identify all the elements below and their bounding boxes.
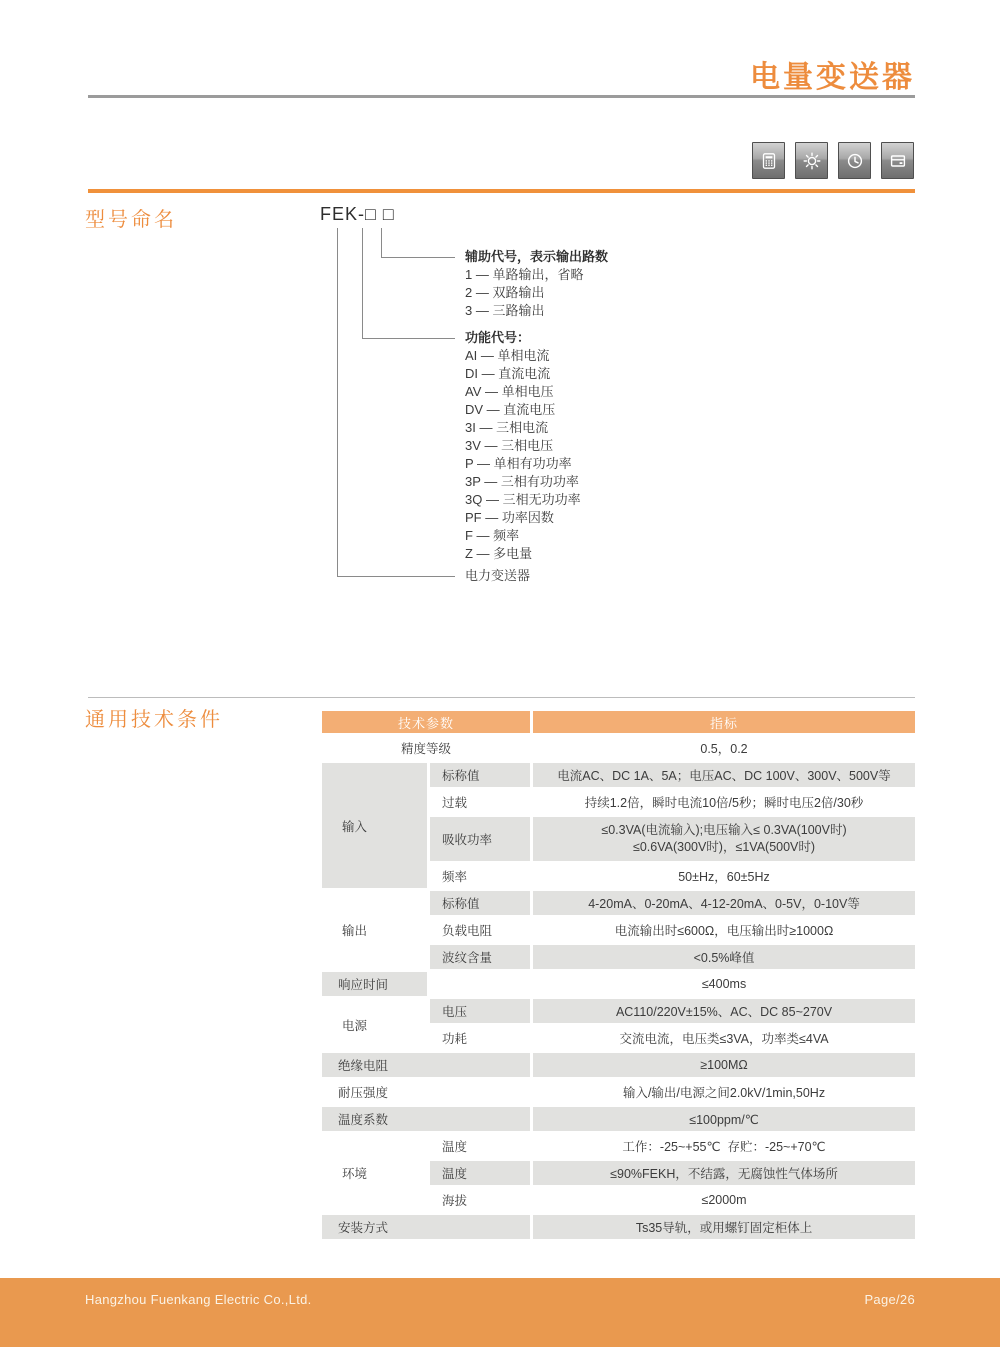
model-code: FEK-□ □ [320, 204, 395, 224]
func-code-item: DV — 直流电压 [465, 402, 556, 417]
row-label: 海拔 [430, 1188, 530, 1212]
row-label: 绝缘电阻 [322, 1053, 530, 1077]
section-divider [88, 189, 915, 193]
group-label-input: 输入 [322, 763, 427, 888]
row-value: 电流AC、DC 1A、5A；电压AC、DC 100V、300V、500V等 [533, 763, 915, 787]
table-row [322, 1053, 915, 1077]
table-row [322, 1107, 915, 1131]
tree-line-horizontal-aux [381, 257, 455, 258]
table-row [322, 1080, 915, 1104]
row-label: 功耗 [430, 1026, 530, 1050]
func-code-item: AI — 单相电流 [465, 348, 550, 363]
row-label: 波纹含量 [430, 945, 530, 969]
row-label: 吸收功率 [430, 817, 530, 861]
tree-line-horizontal-func [362, 338, 455, 339]
row-label: 温度 [430, 1134, 530, 1158]
row-label: 温度系数 [322, 1107, 530, 1131]
model-code-legend [465, 248, 608, 585]
row-label: 过载 [430, 790, 530, 814]
aux-code-item: 1 — 单路输出，省略 [465, 267, 584, 282]
row-value: <0.5%峰值 [533, 945, 915, 969]
aux-code-item: 3 — 三路输出 [465, 303, 545, 318]
row-label: 电压 [430, 999, 530, 1023]
section-title-model-naming: 型号命名 [85, 209, 177, 231]
table-row [322, 999, 915, 1023]
group-label-environment: 环境 [322, 1134, 427, 1212]
title-divider [88, 95, 915, 98]
table-row [322, 736, 915, 760]
calculator-icon[interactable] [752, 142, 785, 179]
func-code-item: 3Q — 三相无功功率 [465, 492, 581, 507]
row-value: Ts35导轨，或用螺钉固定柜体上 [533, 1215, 915, 1239]
func-code-item: Z — 多电量 [465, 546, 533, 561]
aux-code-title: 辅助代号，表示输出路数 [465, 249, 609, 264]
table-row [322, 891, 915, 915]
page-footer [0, 1278, 1000, 1347]
row-value: ≤400ms [533, 972, 915, 996]
table-header-row [322, 711, 915, 733]
column-header-index: 指标 [533, 711, 915, 733]
func-code-item: DI — 直流电流 [465, 366, 551, 381]
func-code-item: P — 单相有功功率 [465, 456, 572, 471]
drawer-icon[interactable] [881, 142, 914, 179]
aux-code-item: 2 — 双路输出 [465, 285, 545, 300]
spec-table [319, 708, 918, 1242]
row-value: 4-20mA、0-20mA、4-12-20mA、0-5V，0-10V等 [533, 891, 915, 915]
row-value [533, 817, 915, 861]
tree-line-horizontal-base [337, 576, 455, 577]
row-value: 0.5，0.2 [533, 736, 915, 760]
row-label: 标称值 [430, 763, 530, 787]
row-spacer [430, 972, 530, 996]
row-value: 电流输出时≤600Ω，电压输出时≥1000Ω [533, 918, 915, 942]
tree-line-vertical-base [337, 228, 338, 576]
row-label: 耐压强度 [322, 1080, 530, 1104]
row-label: 标称值 [430, 891, 530, 915]
clock-icon[interactable] [838, 142, 871, 179]
group-label-output: 输出 [322, 891, 427, 969]
table-row [322, 1215, 915, 1239]
spec-section-divider [88, 697, 915, 698]
table-row [322, 763, 915, 787]
footer-company: Hangzhou Fuenkang Electric Co.,Ltd. [85, 1292, 312, 1307]
row-label: 频率 [430, 864, 530, 888]
column-header-parameter: 技术参数 [322, 711, 530, 733]
table-row [322, 1134, 915, 1158]
row-label: 负载电阻 [430, 918, 530, 942]
func-code-item: F — 频率 [465, 528, 520, 543]
row-value: 工作：-25~+55℃ 存贮：-25~+70℃ [533, 1134, 915, 1158]
page-title: 电量变送器 [750, 61, 915, 94]
func-code-item: AV — 单相电压 [465, 384, 554, 399]
row-value: AC110/220V±15%、AC、DC 85~270V [533, 999, 915, 1023]
row-label: 温度 [430, 1161, 530, 1185]
base-product-label: 电力变送器 [465, 568, 531, 583]
row-value: 输入/输出/电源之间2.0kV/1min,50Hz [533, 1080, 915, 1104]
row-label: 安装方式 [322, 1215, 530, 1239]
footer-page-number: Page/26 [864, 1292, 915, 1307]
section-title-general-spec: 通用技术条件 [85, 709, 223, 731]
tree-line-vertical-aux [381, 228, 382, 257]
row-value: 交流电流，电压类≤3VA，功率类≤4VA [533, 1026, 915, 1050]
row-label: 精度等级 [322, 736, 530, 760]
func-code-item: 3V — 三相电压 [465, 438, 554, 453]
row-value-line1: ≤0.3VA(电流输入);电压输入≤ 0.3VA(100V时) [601, 823, 847, 837]
row-value: ≤90%FEKH，不结露，无腐蚀性气体场所 [533, 1161, 915, 1185]
group-label-power: 电源 [322, 999, 427, 1050]
brightness-icon[interactable] [795, 142, 828, 179]
row-label: 响应时间 [322, 972, 427, 996]
row-value: 50±Hz，60±5Hz [533, 864, 915, 888]
row-value: ≥100MΩ [533, 1053, 915, 1077]
tree-line-vertical-func [362, 228, 363, 338]
toolbar [752, 142, 914, 179]
func-code-item: 3I — 三相电流 [465, 420, 549, 435]
table-row [322, 972, 915, 996]
row-value: ≤100ppm/℃ [533, 1107, 915, 1131]
row-value: ≤2000m [533, 1188, 915, 1212]
func-code-item: 3P — 三相有功功率 [465, 474, 579, 489]
func-code-title: 功能代号： [465, 330, 531, 345]
func-code-item: PF — 功率因数 [465, 510, 554, 525]
row-value: 持续1.2倍，瞬时电流10倍/5秒；瞬时电压2倍/30秒 [533, 790, 915, 814]
row-value-line2: ≤0.6VA(300V时)，≤1VA(500V时) [632, 840, 816, 854]
